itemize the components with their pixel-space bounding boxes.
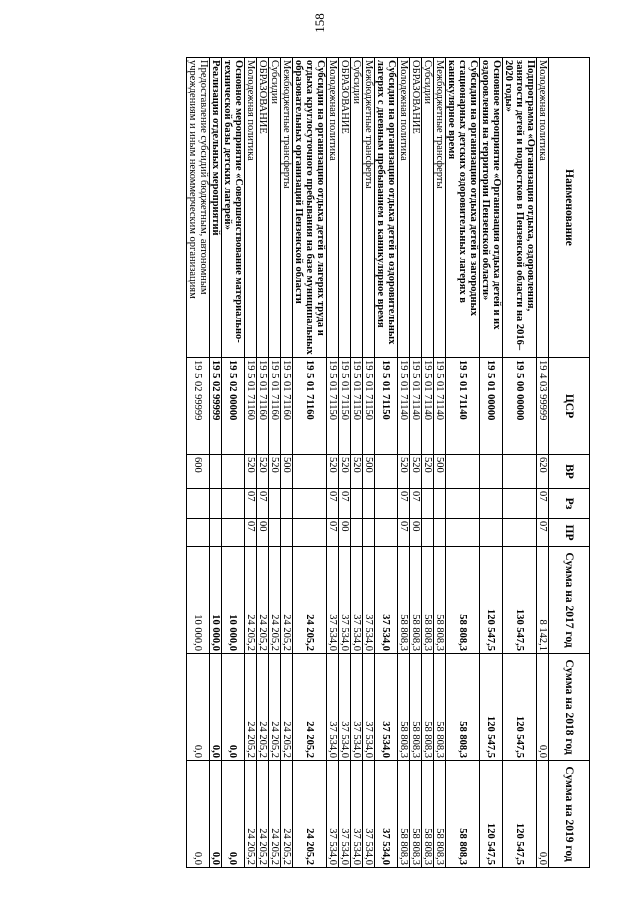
cell-pr (210, 519, 222, 547)
cell-sum-2019: 0,0 (210, 761, 222, 868)
cell-sum-2019: 58 808,3 (410, 761, 422, 868)
cell-csr: 19 5 01 71160 (281, 358, 293, 455)
cell-sum-2019: 24 205,2 (269, 761, 281, 868)
cell-sum-2018: 120 547,5 (503, 654, 537, 761)
header-csr: ЦСР (549, 358, 590, 455)
cell-vr (446, 455, 480, 489)
cell-rz (222, 489, 245, 519)
cell-rz (269, 489, 281, 519)
cell-sum-2019: 0,0 (222, 761, 245, 868)
cell-vr: 600 (187, 455, 210, 489)
table-row (245, 58, 257, 868)
cell-sum-2019: 58 808,3 (446, 761, 480, 868)
cell-vr: 620 (537, 455, 549, 489)
cell-vr: 520 (351, 455, 363, 489)
cell-name: Основное мероприятие «Организация отдыха детей и их оздоровления на территории Пензенской области» (480, 58, 503, 358)
table-row (480, 58, 503, 868)
cell-csr: 19 5 02 99999 (210, 358, 222, 455)
cell-csr: 19 5 01 71160 (257, 358, 269, 455)
cell-sum-2017: 24 205,2 (269, 547, 281, 654)
cell-vr: 520 (245, 455, 257, 489)
cell-rz (434, 489, 446, 519)
cell-pr (281, 519, 293, 547)
cell-sum-2019: 58 808,3 (434, 761, 446, 868)
cell-csr: 19 5 01 71140 (410, 358, 422, 455)
cell-sum-2018: 37 534,0 (339, 654, 351, 761)
cell-name: ОБРАЗОВАНИЕ (410, 58, 422, 358)
cell-sum-2017: 37 534,0 (375, 547, 398, 654)
cell-sum-2017: 58 808,3 (422, 547, 434, 654)
cell-sum-2017: 24 205,2 (293, 547, 327, 654)
cell-sum-2017: 10 000,0 (222, 547, 245, 654)
cell-sum-2019: 37 534,0 (375, 761, 398, 868)
cell-csr: 19 5 01 71160 (269, 358, 281, 455)
header-name: Наименование (549, 58, 590, 358)
cell-pr: 07 (398, 519, 410, 547)
cell-pr (363, 519, 375, 547)
cell-pr (269, 519, 281, 547)
cell-sum-2018: 0,0 (187, 654, 210, 761)
cell-rz (187, 489, 210, 519)
table-row (222, 58, 245, 868)
table-row (293, 58, 327, 868)
cell-pr: 00 (257, 519, 269, 547)
cell-name: Молодежная политика (537, 58, 549, 358)
cell-pr (293, 519, 327, 547)
cell-pr: 00 (410, 519, 422, 547)
cell-rz (363, 489, 375, 519)
cell-sum-2018: 37 534,0 (327, 654, 339, 761)
header-row (549, 58, 590, 868)
cell-name: Основное мероприятие «Совершенствование материально-технической базы детских лагерей» (222, 58, 245, 358)
cell-sum-2017: 58 808,3 (434, 547, 446, 654)
cell-name: ОБРАЗОВАНИЕ (257, 58, 269, 358)
cell-sum-2019: 58 808,3 (422, 761, 434, 868)
cell-pr (434, 519, 446, 547)
cell-sum-2019: 24 205,2 (281, 761, 293, 868)
table-row (257, 58, 269, 868)
cell-sum-2018: 24 205,2 (269, 654, 281, 761)
cell-sum-2017: 24 205,2 (257, 547, 269, 654)
header-vr: ВР (549, 455, 590, 489)
cell-csr: 19 5 01 71150 (327, 358, 339, 455)
header-sum-2019: Сумма на 2019 год (549, 761, 590, 868)
cell-sum-2019: 0,0 (187, 761, 210, 868)
cell-sum-2017: 8 142,1 (537, 547, 549, 654)
table-row (422, 58, 434, 868)
cell-sum-2018: 0,0 (222, 654, 245, 761)
cell-csr: 19 5 01 71160 (245, 358, 257, 455)
cell-sum-2019: 24 205,2 (257, 761, 269, 868)
cell-csr: 19 5 01 71140 (446, 358, 480, 455)
cell-sum-2019: 58 808,3 (398, 761, 410, 868)
cell-sum-2019: 37 534,0 (363, 761, 375, 868)
cell-rz: 07 (257, 489, 269, 519)
cell-pr: 07 (245, 519, 257, 547)
cell-name: Межбюджетные трансферты (434, 58, 446, 358)
cell-sum-2017: 24 205,2 (281, 547, 293, 654)
cell-sum-2018: 0,0 (210, 654, 222, 761)
table-row (351, 58, 363, 868)
cell-sum-2017: 24 205,2 (245, 547, 257, 654)
cell-csr: 19 5 02 99999 (187, 358, 210, 455)
cell-csr: 19 5 00 00000 (503, 358, 537, 455)
cell-vr: 520 (339, 455, 351, 489)
cell-sum-2019: 24 205,2 (293, 761, 327, 868)
cell-csr: 19 5 01 71150 (375, 358, 398, 455)
cell-csr: 19 5 01 71160 (293, 358, 327, 455)
cell-sum-2019: 120 547,5 (480, 761, 503, 868)
cell-sum-2018: 37 534,0 (351, 654, 363, 761)
cell-sum-2017: 37 534,0 (339, 547, 351, 654)
cell-vr (222, 455, 245, 489)
cell-rz: 07 (327, 489, 339, 519)
cell-pr: 07 (537, 519, 549, 547)
cell-rz (351, 489, 363, 519)
cell-sum-2017: 58 808,3 (446, 547, 480, 654)
cell-sum-2019: 37 534,0 (327, 761, 339, 868)
cell-rz (293, 489, 327, 519)
cell-sum-2018: 37 534,0 (375, 654, 398, 761)
cell-vr: 520 (257, 455, 269, 489)
cell-csr: 19 5 01 71140 (398, 358, 410, 455)
cell-sum-2017: 10 000,0 (187, 547, 210, 654)
table-row (281, 58, 293, 868)
cell-rz: 07 (537, 489, 549, 519)
cell-name: ОБРАЗОВАНИЕ (339, 58, 351, 358)
cell-name: Молодежная политика (245, 58, 257, 358)
cell-sum-2018: 58 808,3 (446, 654, 480, 761)
cell-sum-2017: 37 534,0 (351, 547, 363, 654)
cell-sum-2017: 120 547,5 (480, 547, 503, 654)
cell-rz (375, 489, 398, 519)
header-rz: Рз (549, 489, 590, 519)
cell-name: Субсидии (422, 58, 434, 358)
cell-name: Молодежная политика (327, 58, 339, 358)
cell-pr (222, 519, 245, 547)
cell-sum-2018: 58 808,3 (410, 654, 422, 761)
table-row (446, 58, 480, 868)
cell-sum-2018: 24 205,2 (245, 654, 257, 761)
cell-name: Подпрограмма «Организация отдыха, оздоровления, занятости детей и подростков в Пензенской области на 2016–2020 годы» (503, 58, 537, 358)
cell-rz: 07 (339, 489, 351, 519)
cell-pr: 07 (327, 519, 339, 547)
cell-sum-2018: 24 205,2 (281, 654, 293, 761)
cell-vr: 520 (269, 455, 281, 489)
cell-sum-2019: 37 534,0 (351, 761, 363, 868)
cell-rz (210, 489, 222, 519)
cell-sum-2017: 37 534,0 (327, 547, 339, 654)
cell-sum-2017: 130 547,5 (503, 547, 537, 654)
table-row (339, 58, 351, 868)
cell-rz (503, 489, 537, 519)
cell-sum-2018: 58 808,3 (398, 654, 410, 761)
cell-rz: 07 (245, 489, 257, 519)
table-row (537, 58, 549, 868)
rotated-page (90, 57, 590, 867)
table-row (327, 58, 339, 868)
cell-csr: 19 5 01 71150 (363, 358, 375, 455)
cell-sum-2018: 120 547,5 (480, 654, 503, 761)
table-row (269, 58, 281, 868)
cell-sum-2017: 58 808,3 (410, 547, 422, 654)
cell-vr (210, 455, 222, 489)
cell-csr: 19 5 01 71140 (434, 358, 446, 455)
cell-pr (187, 519, 210, 547)
cell-pr (351, 519, 363, 547)
cell-pr (503, 519, 537, 547)
cell-rz: 07 (398, 489, 410, 519)
cell-pr: 00 (339, 519, 351, 547)
cell-name: Молодежная политика (398, 58, 410, 358)
budget-table (186, 57, 590, 868)
cell-csr: 19 5 02 00000 (222, 358, 245, 455)
cell-vr: 520 (410, 455, 422, 489)
cell-rz (446, 489, 480, 519)
table-row (187, 58, 210, 868)
cell-csr: 19 4 03 99999 (537, 358, 549, 455)
cell-sum-2019: 0,0 (537, 761, 549, 868)
cell-vr: 500 (281, 455, 293, 489)
table-row (503, 58, 537, 868)
cell-name: Межбюджетные трансферты (363, 58, 375, 358)
cell-sum-2018: 24 205,2 (293, 654, 327, 761)
cell-rz (422, 489, 434, 519)
cell-sum-2018: 58 808,3 (422, 654, 434, 761)
cell-pr (375, 519, 398, 547)
header-sum-2018: Сумма на 2018 год (549, 654, 590, 761)
cell-sum-2018: 37 534,0 (363, 654, 375, 761)
cell-sum-2019: 24 205,2 (245, 761, 257, 868)
table-row (375, 58, 398, 868)
cell-name: Субсидии на организацию отдыха детей в загородных стационарных детских оздоровительных лагерях в каникулярное время (446, 58, 480, 358)
cell-pr (422, 519, 434, 547)
cell-rz (281, 489, 293, 519)
table-row (363, 58, 375, 868)
cell-sum-2019: 37 534,0 (339, 761, 351, 868)
cell-rz (480, 489, 503, 519)
cell-csr: 19 5 01 00000 (480, 358, 503, 455)
cell-name: Реализация отдельных мероприятий (210, 58, 222, 358)
cell-vr (293, 455, 327, 489)
cell-sum-2018: 58 808,3 (434, 654, 446, 761)
table-row (410, 58, 422, 868)
table-row (398, 58, 410, 868)
cell-rz: 07 (410, 489, 422, 519)
header-sum-2017: Сумма на 2017 год (549, 547, 590, 654)
cell-name: Субсидии (269, 58, 281, 358)
cell-vr: 520 (327, 455, 339, 489)
cell-sum-2017: 58 808,3 (398, 547, 410, 654)
cell-pr (480, 519, 503, 547)
cell-csr: 19 5 01 71150 (339, 358, 351, 455)
cell-sum-2018: 0,0 (537, 654, 549, 761)
cell-csr: 19 5 01 71140 (422, 358, 434, 455)
cell-vr (375, 455, 398, 489)
cell-sum-2017: 10 000,0 (210, 547, 222, 654)
cell-sum-2018: 24 205,2 (257, 654, 269, 761)
header-pr: ПР (549, 519, 590, 547)
cell-name: Субсидии на организацию отдыха детей в лагерях труда и отдыха круглосуточного пребывания на базе муниципальных образовательных организаций Пензенской области (293, 58, 327, 358)
cell-name: Субсидии (351, 58, 363, 358)
cell-name: Межбюджетные трансферты (281, 58, 293, 358)
page-number: 158 (312, 13, 327, 33)
cell-vr (503, 455, 537, 489)
cell-pr (446, 519, 480, 547)
cell-vr: 520 (398, 455, 410, 489)
cell-name: Предоставление субсидий бюджетным, автономным учреждениям и иным некоммерческим организациям (187, 58, 210, 358)
table-row (210, 58, 222, 868)
table-row (434, 58, 446, 868)
cell-sum-2017: 37 534,0 (363, 547, 375, 654)
cell-vr: 500 (434, 455, 446, 489)
cell-vr (480, 455, 503, 489)
cell-vr: 500 (363, 455, 375, 489)
cell-csr: 19 5 01 71150 (351, 358, 363, 455)
cell-sum-2019: 120 547,5 (503, 761, 537, 868)
cell-vr: 520 (422, 455, 434, 489)
cell-name: Субсидии на организацию отдыха детей в оздоровительных лагерях с дневным пребыванием в каникулярное время (375, 58, 398, 358)
